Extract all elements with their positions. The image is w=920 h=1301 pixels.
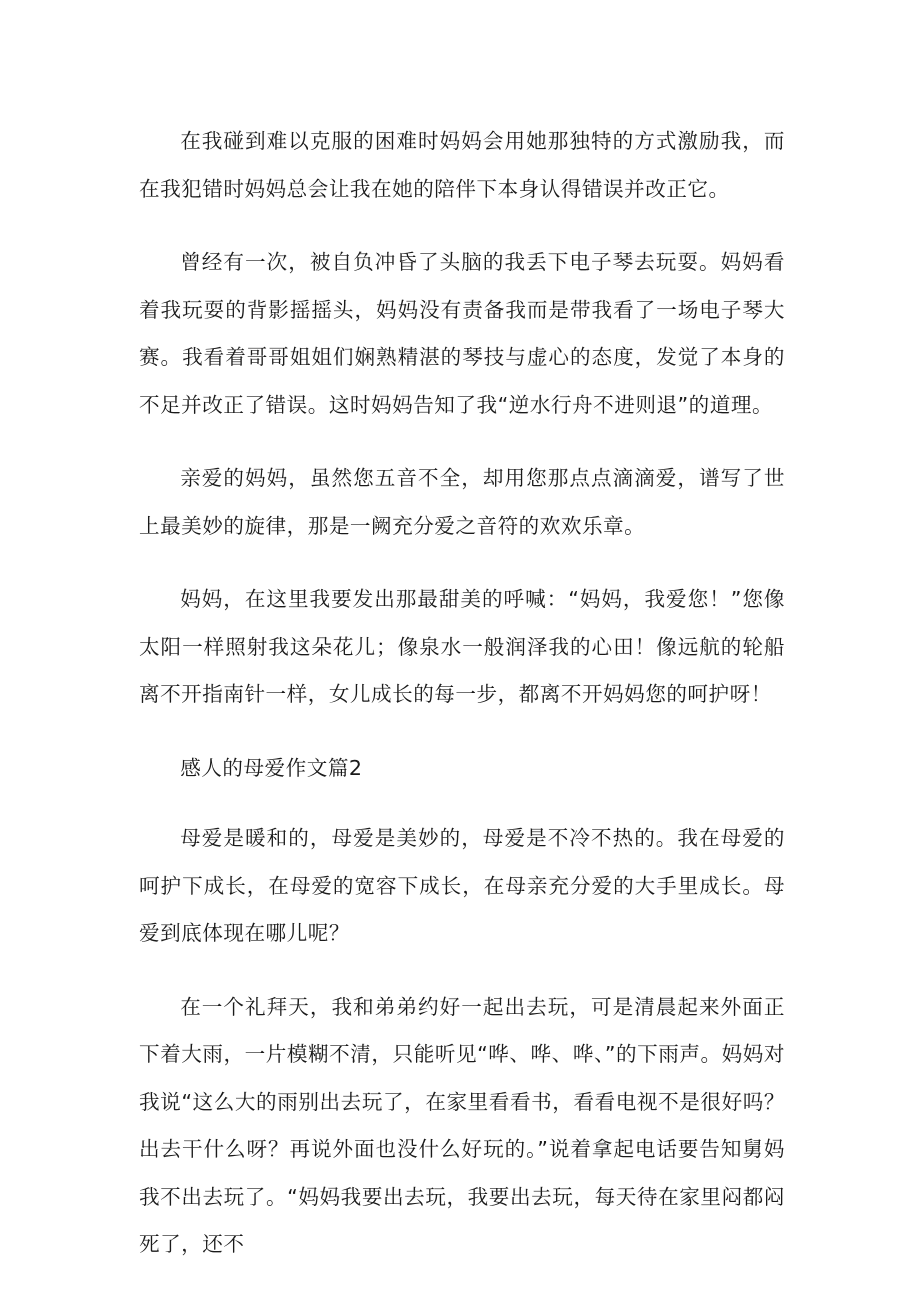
paragraph-encouragement: 在我碰到难以克服的困难时妈妈会用她那独特的方式激励我，而在我犯错时妈妈总会让我在她的陪伴下本身认得错误并改正它。 — [139, 129, 785, 201]
paragraph-electronic-keyboard: 曾经有一次，被自负冲昏了头脑的我丢下电子琴去玩耍。妈妈看着我玩耍的背影摇摇头，妈妈没有责备我而是带我看了一场电子琴大赛。我看着哥哥姐姐们娴熟精湛的琴技与虚心的态度，发觉了本身的不足并改正了错误。这时妈妈告知了我“逆水行舟不进则退”的道理。 — [139, 250, 785, 417]
paragraph-dear-mother: 亲爱的妈妈，虽然您五音不全，却用您那点点滴滴爱，谱写了世上最美妙的旋律，那是一阙充分爱之音符的欢欢乐章。 — [139, 466, 785, 538]
paragraph-i-love-you: 妈妈，在这里我要发出那最甜美的呼喊：“妈妈，我爱您！”您像太阳一样照射我这朵花儿；像泉水一般润泽我的心田！像远航的轮船离不开指南针一样，女儿成长的每一步，都离不开妈妈您的呵护呀！ — [139, 587, 785, 706]
section-heading: 感人的母爱作文篇2 — [180, 755, 363, 780]
paragraph-maternal-love: 母爱是暖和的，母爱是美妙的，母爱是不冷不热的。我在母爱的呵护下成长，在母爱的宽容下成长，在母亲充分爱的大手里成长。母爱到底体现在哪儿呢？ — [139, 826, 785, 945]
document-body — [139, 118, 785, 1295]
paragraph-rainy-sunday: 在一个礼拜天，我和弟弟约好一起出去玩，可是清晨起来外面正下着大雨，一片模糊不清，只能听见“哗、哗、哗、”的下雨声。妈妈对我说“这么大的雨别出去玩了，在家里看看书，看看电视不是很好吗？出去干什么呀？再说外面也没什么好玩的。”说着拿起电话要告知舅妈我不出去玩了。“妈妈我要出去玩，我要出去玩，每天待在家里闷都闷死了，还不 — [139, 994, 785, 1256]
